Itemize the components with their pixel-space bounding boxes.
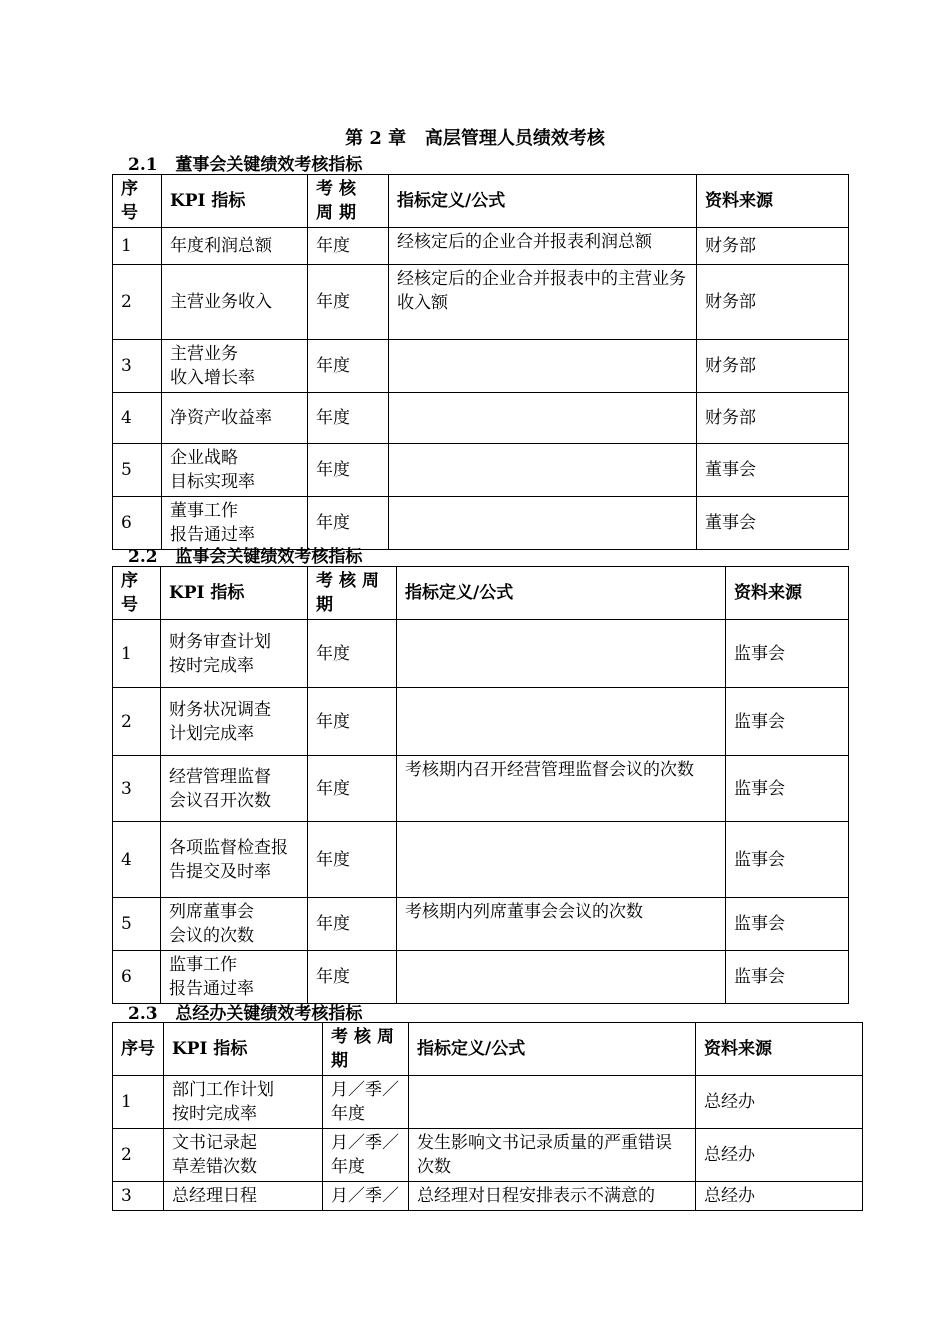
source-cell: 董事会 <box>697 497 849 550</box>
definition-cell <box>397 620 726 688</box>
source-cell: 财务部 <box>697 265 849 340</box>
column-header-seq: 序号 <box>113 567 161 620</box>
kpi-name-cell: 列席董事会 会议的次数 <box>161 898 308 951</box>
source-cell: 监事会 <box>726 951 849 1004</box>
seq-cell: 3 <box>113 1182 164 1211</box>
source-cell: 监事会 <box>726 898 849 951</box>
kpi-name-cell: 主营业务 收入增长率 <box>162 340 308 393</box>
table-row <box>113 951 849 1004</box>
seq-cell: 1 <box>113 620 161 688</box>
table-row <box>113 1182 863 1211</box>
table-row <box>113 265 849 340</box>
column-header-seq: 序号 <box>113 175 162 228</box>
source-cell: 财务部 <box>697 340 849 393</box>
section-title-2-2: 2.2 监事会关键绩效考核指标 <box>128 547 363 567</box>
source-cell: 总经办 <box>696 1182 863 1211</box>
period-cell: 年度 <box>308 822 397 898</box>
column-header-period: 考核周期 <box>323 1023 409 1076</box>
seq-cell: 5 <box>113 444 162 497</box>
kpi-name-cell: 监事工作 报告通过率 <box>161 951 308 1004</box>
period-cell: 月／季／年度 <box>323 1129 409 1182</box>
seq-cell: 2 <box>113 1129 164 1182</box>
definition-cell: 经核定后的企业合并报表中的主营业务收入额 <box>389 265 697 340</box>
kpi-name-cell: 经营管理监督 会议召开次数 <box>161 756 308 822</box>
seq-cell: 2 <box>113 265 162 340</box>
definition-cell <box>389 393 697 444</box>
source-cell: 监事会 <box>726 620 849 688</box>
seq-cell: 4 <box>113 393 162 444</box>
column-header-source: 资料来源 <box>696 1023 863 1076</box>
kpi-name-cell: 各项监督检查报告提交及时率 <box>161 822 308 898</box>
period-cell: 年度 <box>308 393 389 444</box>
kpi-table-general-office <box>112 1022 863 1211</box>
table-row <box>113 756 849 822</box>
period-cell: 年度 <box>308 497 389 550</box>
table-row <box>113 1129 863 1182</box>
period-cell: 年度 <box>308 898 397 951</box>
column-header-kpi-name: KPI 指标 <box>162 175 308 228</box>
period-cell: 年度 <box>308 951 397 1004</box>
page-title: 第 2 章 高层管理人员绩效考核 <box>345 128 605 149</box>
kpi-table-board <box>112 174 849 550</box>
period-cell: 年度 <box>308 340 389 393</box>
kpi-name-cell: 董事工作 报告通过率 <box>162 497 308 550</box>
seq-cell: 2 <box>113 688 161 756</box>
table-row <box>113 620 849 688</box>
kpi-name-cell: 财务状况调查 计划完成率 <box>161 688 308 756</box>
table-row <box>113 822 849 898</box>
table-row <box>113 1076 863 1129</box>
column-header-source: 资料来源 <box>726 567 849 620</box>
source-cell: 监事会 <box>726 756 849 822</box>
seq-cell: 3 <box>113 340 162 393</box>
period-cell: 月／季／ <box>323 1182 409 1211</box>
seq-cell: 6 <box>113 951 161 1004</box>
source-cell: 总经办 <box>696 1076 863 1129</box>
table-row <box>113 688 849 756</box>
definition-cell <box>397 951 726 1004</box>
seq-cell: 3 <box>113 756 161 822</box>
table-row <box>113 393 849 444</box>
seq-cell: 1 <box>113 228 162 265</box>
column-header-period: 考核周期 <box>308 567 397 620</box>
kpi-name-cell: 企业战略 目标实现率 <box>162 444 308 497</box>
definition-cell <box>389 340 697 393</box>
definition-cell <box>389 444 697 497</box>
period-cell: 年度 <box>308 228 389 265</box>
seq-cell: 4 <box>113 822 161 898</box>
period-cell: 年度 <box>308 265 389 340</box>
source-cell: 总经办 <box>696 1129 863 1182</box>
period-cell: 年度 <box>308 756 397 822</box>
column-header-kpi-name: KPI 指标 <box>164 1023 323 1076</box>
period-cell: 年度 <box>308 688 397 756</box>
definition-cell <box>389 497 697 550</box>
seq-cell: 6 <box>113 497 162 550</box>
column-header-definition: 指标定义/公式 <box>409 1023 696 1076</box>
definition-cell: 考核期内召开经营管理监督会议的次数 <box>397 756 726 822</box>
source-cell: 监事会 <box>726 822 849 898</box>
definition-cell: 考核期内列席董事会会议的次数 <box>397 898 726 951</box>
section-title-2-1: 2.1 董事会关键绩效考核指标 <box>128 155 363 175</box>
column-header-kpi-name: KPI 指标 <box>161 567 308 620</box>
kpi-name-cell: 主营业务收入 <box>162 265 308 340</box>
kpi-table-supervisory <box>112 566 849 1004</box>
table-row <box>113 898 849 951</box>
section-title-2-3: 2.3 总经办关键绩效考核指标 <box>128 1004 363 1024</box>
period-cell: 年度 <box>308 620 397 688</box>
definition-cell <box>397 688 726 756</box>
period-cell: 年度 <box>308 444 389 497</box>
table-row <box>113 228 849 265</box>
kpi-name-cell: 年度利润总额 <box>162 228 308 265</box>
definition-cell: 总经理对日程安排表示不满意的 <box>409 1182 696 1211</box>
seq-cell: 1 <box>113 1076 164 1129</box>
table-header-row <box>113 567 849 620</box>
definition-cell: 经核定后的企业合并报表利润总额 <box>389 228 697 265</box>
column-header-source: 资料来源 <box>697 175 849 228</box>
source-cell: 监事会 <box>726 688 849 756</box>
kpi-name-cell: 净资产收益率 <box>162 393 308 444</box>
definition-cell <box>409 1076 696 1129</box>
column-header-definition: 指标定义/公式 <box>397 567 726 620</box>
column-header-period: 考核周期 <box>308 175 389 228</box>
kpi-name-cell: 文书记录起 草差错次数 <box>164 1129 323 1182</box>
table-header-row <box>113 1023 863 1076</box>
table-header-row <box>113 175 849 228</box>
definition-cell: 发生影响文书记录质量的严重错误次数 <box>409 1129 696 1182</box>
kpi-name-cell: 总经理日程 <box>164 1182 323 1211</box>
definition-cell <box>397 822 726 898</box>
kpi-name-cell: 财务审查计划 按时完成率 <box>161 620 308 688</box>
table-row <box>113 444 849 497</box>
source-cell: 财务部 <box>697 393 849 444</box>
column-header-seq: 序号 <box>113 1023 164 1076</box>
period-cell: 月／季／年度 <box>323 1076 409 1129</box>
source-cell: 董事会 <box>697 444 849 497</box>
column-header-definition: 指标定义/公式 <box>389 175 697 228</box>
source-cell: 财务部 <box>697 228 849 265</box>
kpi-name-cell: 部门工作计划 按时完成率 <box>164 1076 323 1129</box>
seq-cell: 5 <box>113 898 161 951</box>
table-row <box>113 340 849 393</box>
